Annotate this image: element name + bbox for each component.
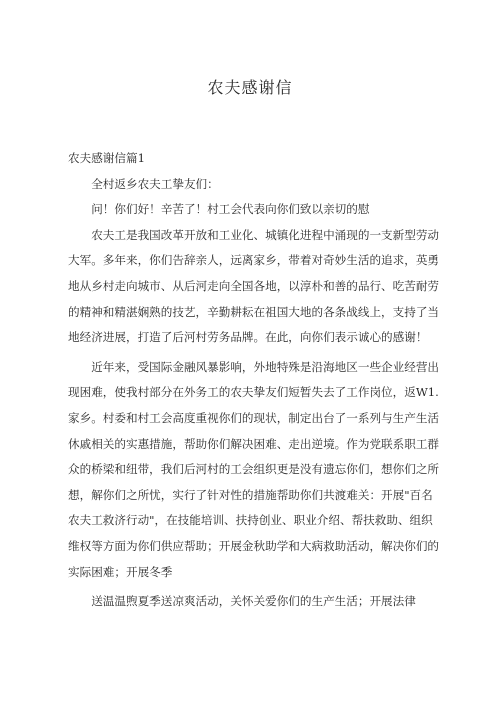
section-heading: 农夫感谢信篇1 <box>68 151 145 165</box>
greeting-line: 问！你们好！辛苦了！村工会代表向你们致以亲切的慰 <box>91 202 370 217</box>
salutation: 全村返乡农夫工挚友们： <box>91 176 219 191</box>
paragraph: 近年来，受国际金融风暴影响，外地特殊是沿海地区一些企业经营出现困难，使我村部分在外务工的农夫挚友们短暂失去了工作岗位，返W1.家乡。村委和村工会高度重视你们的现状，制定出台了一系列与生产生活休戚相关的实惠措施，帮助你们解决困难、走出逆境。作为党联系职工群众的桥梁和纽带，我们后河村的工会组织更是没有遗忘你们，想你们之所想，解你们之所忧，实行了针对性的措施帮助你们共渡难关：开展"百名农夫工救济行动"，在技能培训、扶持创业、职业介绍、帮扶救助、组织维权等方面为你们供应帮助；开展金秋助学和大病救助活动，解决你们的实际困难；开展冬季 <box>68 359 440 579</box>
document-title: 农夫感谢信 <box>207 78 293 97</box>
paragraph: 农夫工是我国改革开放和工业化、城镇化进程中涌现的一支新型劳动大军。多年来，你们告辞亲人，远离家乡，带着对奇妙生活的追求，英勇地从乡村走向城市、从后河走向全国各地，以淳朴和善的品行、吃苦耐劳的精神和精湛娴熟的技艺，辛勤耕耘在祖国大地的各条战线上，支持了当地经济进展，打造了后河村劳务品牌。在此，向你们表示诚心的感谢！ <box>68 227 440 345</box>
paragraph: 送温温煦夏季送凉爽活动，关怀关爱你们的生产生活；开展法律 <box>91 594 416 609</box>
document-body <box>68 146 440 615</box>
